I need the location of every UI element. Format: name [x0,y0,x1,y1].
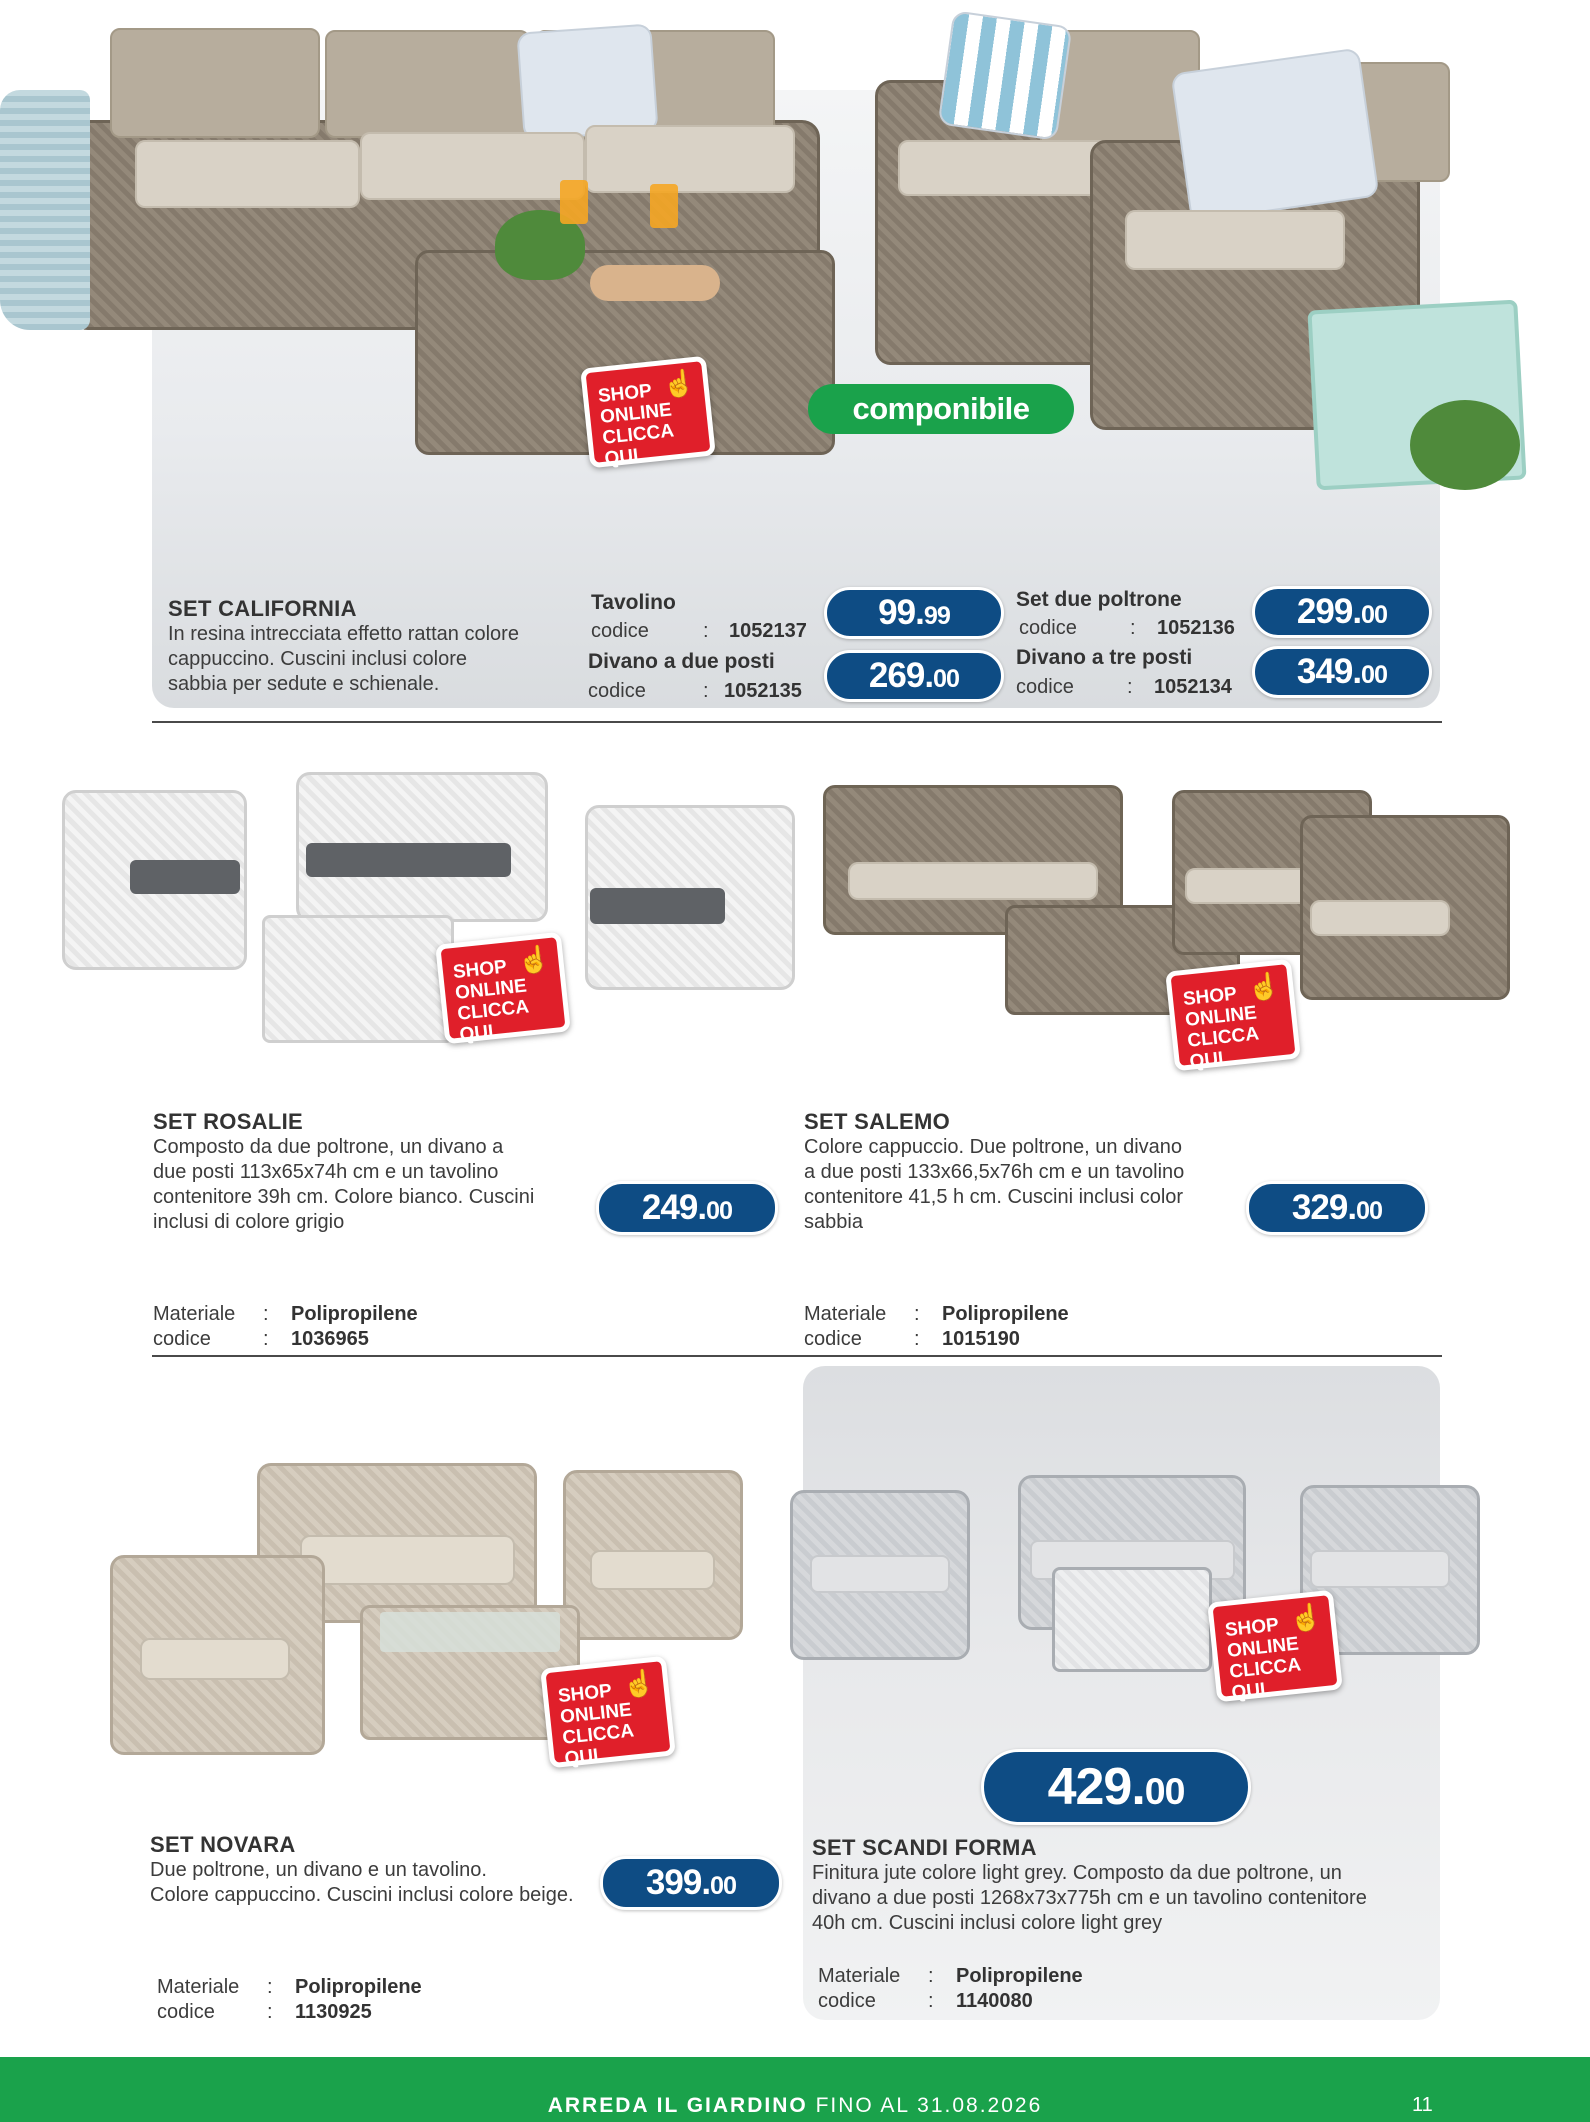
item-code: 1052137 [729,620,807,642]
seat-cushion [590,888,725,924]
armchair-seat-cushion [898,140,1108,196]
price-tag: 329.00 [1246,1181,1428,1235]
seat-cushion [1310,1550,1450,1588]
colon: : [1127,676,1133,698]
sofa-back-cushion [325,30,530,138]
juice-glass [560,180,588,224]
seat-cushion [140,1638,290,1680]
price-tag: 299.00 [1252,586,1432,638]
price-tag: 249.00 [596,1181,778,1235]
hand-pointer-icon: ☝ [1246,969,1282,1004]
item-code-label: codice [1019,617,1077,639]
salemo-specs: Materiale : Polipropilene codice : 1015190 [804,1303,1069,1350]
material-value: Polipropilene [295,1976,422,1998]
rosalie-table [262,915,454,1043]
material-label: Materiale [818,1965,901,1987]
colon: : [703,620,709,642]
sofa-seat-cushion [360,132,585,200]
material-value: Polipropilene [942,1303,1069,1325]
item-name: Set due poltrone [1016,588,1182,611]
scandi-specs: Materiale : Polipropilene codice : 1140080 [818,1965,1083,2012]
code-value: 1036965 [291,1328,369,1350]
hand-pointer-icon: ☝ [621,1666,657,1701]
seat-cushion [810,1555,950,1593]
seat-cushion [848,862,1098,900]
colon: : [703,680,709,702]
seat-cushion [590,1550,715,1590]
seat-cushion [1185,868,1315,904]
sofa-seat-cushion [585,125,795,193]
price-tag: 269.00 [824,650,1004,702]
price-tag: 399.00 [600,1856,782,1910]
item-code: 1052136 [1157,617,1235,639]
page-number: 11 [1412,2094,1433,2116]
item-code: 1052134 [1154,676,1232,698]
code-label: codice [157,2001,215,2023]
novara-title: SET NOVARA [150,1832,296,1857]
armchair-pillow [1170,48,1379,223]
rosalie-description: Composto da due poltrone, un divano a due posti 113x65x74h cm e un tavolino contenitore 39h cm. Colore bianco. Cuscini inclusi di colore grigio [153,1136,535,1233]
shop-online-badge[interactable]: SHOP ONLINE CLICCA QUI ☝ [435,932,571,1045]
code-value: 1130925 [295,2001,372,2023]
colon: : [1130,617,1136,639]
price-tag: 99.99 [824,587,1004,639]
item-name: Tavolino [591,591,676,614]
hand-pointer-icon: ☝ [1288,1600,1324,1635]
juice-glass [650,184,678,228]
seat-cushion [306,843,511,877]
shop-online-badge[interactable]: SHOP ONLINE CLICCA QUI ☝ [580,356,716,469]
material-label: Materiale [157,1976,240,1998]
item-code-label: codice [588,680,646,702]
hand-pointer-icon: ☝ [661,366,697,401]
item-code-label: codice [1016,676,1074,698]
item-name: Divano a due posti [588,650,775,673]
code-label: codice [153,1328,211,1350]
plant-pot [1410,400,1520,490]
price-tag: 429.00 [981,1749,1251,1825]
california-description: In resina intrecciata effetto rattan colore cappuccino. Cuscini inclusi colore sabbia per sedute e schienale. [168,623,519,695]
componibile-badge: componibile [808,384,1074,434]
shop-online-badge[interactable]: SHOP ONLINE CLICCA QUI ☝ [1165,959,1301,1072]
divider [152,721,1442,723]
food-board [590,265,720,301]
salemo-title: SET SALEMO [804,1109,951,1134]
sofa-back-cushion [110,28,320,138]
code-label: codice [818,1990,876,2012]
item-name: Divano a tre posti [1016,646,1193,669]
sofa-pillow [516,23,658,140]
scandi-title: SET SCANDI FORMA [812,1835,1037,1860]
shop-online-badge[interactable]: SHOP ONLINE CLICCA QUI ☝ [1207,1590,1343,1703]
hand-pointer-icon: ☝ [516,942,552,977]
footer-date: FINO AL 31.08.2026 [807,2094,1043,2117]
item-code: 1052135 [724,680,802,702]
sofa-seat-cushion [135,140,360,208]
footer-campaign: ARREDA IL GIARDINO [547,2094,808,2117]
material-value: Polipropilene [291,1303,418,1325]
novara-description: Due poltrone, un divano e un tavolino. Colore cappuccino. Cuscini inclusi colore beige. [150,1859,574,1906]
seat-cushion [130,860,240,894]
material-label: Materiale [153,1303,236,1325]
blanket [0,90,90,330]
divider [152,1355,1442,1357]
novara-specs: Materiale : Polipropilene codice : 1130925 [157,1976,422,2023]
rosalie-title: SET ROSALIE [153,1109,303,1134]
glass-top [380,1612,560,1652]
material-label: Materiale [804,1303,887,1325]
material-value: Polipropilene [956,1965,1083,1987]
price-tag: 349.00 [1252,646,1432,698]
code-value: 1140080 [956,1990,1033,2012]
item-code-label: codice [591,620,649,642]
california-title: SET CALIFORNIA [168,596,357,621]
code-label: codice [804,1328,862,1350]
salemo-description: Colore cappuccio. Due poltrone, un divano a due posti 133x66,5x76h cm e un tavolino contenitore 41,5 h cm. Cuscini inclusi color sabbia [804,1136,1185,1233]
scandi-table [1052,1567,1212,1672]
armchair-seat-cushion [1125,210,1345,270]
shop-online-badge[interactable]: SHOP ONLINE CLICCA QUI ☝ [540,1656,676,1769]
seat-cushion [1310,900,1450,936]
scandi-description: Finitura jute colore light grey. Composto da due poltrone, un divano a due posti 1268x73x775h cm e un tavolino contenitore 40h cm. Cuscini inclusi colore light grey [812,1862,1367,1934]
code-value: 1015190 [942,1328,1020,1350]
footer-text [0,2094,1590,2118]
seat-cushion [300,1535,515,1585]
rosalie-specs: Materiale : Polipropilene codice : 1036965 [153,1303,418,1350]
armchair-pillow [938,10,1073,141]
